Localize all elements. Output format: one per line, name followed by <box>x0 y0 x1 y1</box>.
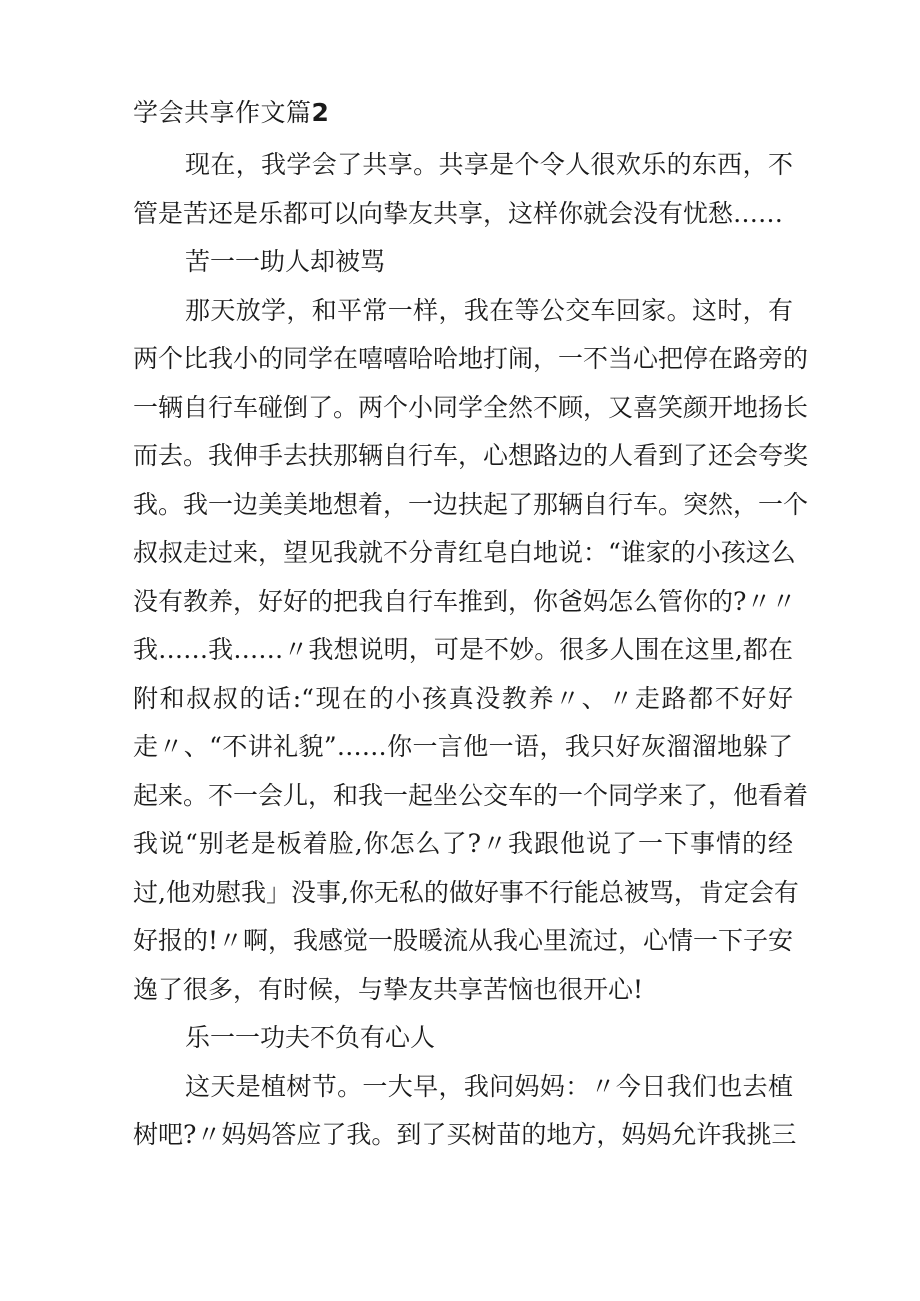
line-text: 这天是植树节。一大早，我问妈妈：〃今日我们也去植 <box>185 1071 793 1101</box>
line-text: 两个比我小的同学在嘻嘻哈哈地打闹，一不当心把停在路旁的 <box>133 344 809 373</box>
title-number: 2 <box>311 98 330 127</box>
text-line <box>133 141 793 190</box>
line-text: 我。我一边美美地想着，一边扶起了那辆自行车。突然，一个 <box>133 489 809 519</box>
line-text: 起来。不一会儿，和我一起坐公交车的一个同学来了，他看着 <box>133 780 809 810</box>
section-heading <box>133 1014 793 1063</box>
line-text: 现在，我学会了共享。共享是个令人很欢乐的东西，不 <box>185 150 793 179</box>
line-text: 我说“别老是板着脸,你怎么了?〃我跟他说了一下事情的经 <box>133 829 793 858</box>
line-text: 没有教养，好好的把我自行车推到，你爸妈怎么管你的?〃〃 <box>133 586 797 616</box>
line-text: 走〃、“不讲礼貌”……你一言他一语，我只好灰溜溜地躲了 <box>133 732 793 761</box>
text-line <box>133 966 793 1015</box>
section-heading <box>133 238 793 287</box>
line-text: 我……我……〃我想说明，可是不妙。很多人围在这里,都在 <box>133 635 793 664</box>
text-line <box>133 723 793 772</box>
line-text: 而去。我伸手去扶那辆自行车，心想路边的人看到了还会夸奖 <box>133 441 809 470</box>
line-text: 好报的!〃啊，我感觉一股暖流从我心里流过，心情一下子安 <box>133 926 794 955</box>
text-line <box>133 287 793 336</box>
line-text: 附和叔叔的话:“现在的小孩真没教养〃、〃走路都不好好 <box>133 683 793 713</box>
text-line <box>133 772 809 821</box>
text-line <box>133 1111 797 1160</box>
document-title <box>133 96 329 130</box>
text-line <box>133 529 796 578</box>
line-text: 苦一一助人却被骂 <box>185 247 386 276</box>
line-text: 过,他劝慰我」没事,你无私的做好事不行能总被骂，肯定会有 <box>133 877 799 907</box>
text-line <box>133 820 793 869</box>
text-line <box>133 1063 793 1112</box>
essay-body <box>133 141 809 1160</box>
line-text: 叔叔走过来，望见我就不分青红皂白地说：“谁家的小孩这么 <box>133 538 796 567</box>
text-line <box>133 481 809 530</box>
line-text: 乐一一功夫不负有心人 <box>185 1023 436 1052</box>
line-text: 那天放学，和平常一样，我在等公交车回家。这时，有 <box>185 295 793 325</box>
text-line <box>133 869 799 918</box>
text-line <box>133 190 793 239</box>
line-text: 树吧?〃妈妈答应了我。到了买树苗的地方，妈妈允许我挑三 <box>133 1120 797 1149</box>
text-line <box>133 384 809 433</box>
text-line <box>133 917 793 966</box>
line-text: 逸了很多，有时候，与挚友共享苦恼也很开心! <box>133 974 644 1004</box>
text-line <box>133 675 793 724</box>
text-line <box>133 626 793 675</box>
line-text: 管是苦还是乐都可以向挚友共享，这样你就会没有忧愁…… <box>133 198 784 228</box>
text-line <box>133 432 809 481</box>
text-line <box>133 335 809 384</box>
line-text: 一辆自行车碰倒了。两个小同学全然不顾，又喜笑颜开地扬长 <box>133 392 809 422</box>
text-line <box>133 578 797 627</box>
title-text: 学会共享作文篇 <box>133 98 312 127</box>
